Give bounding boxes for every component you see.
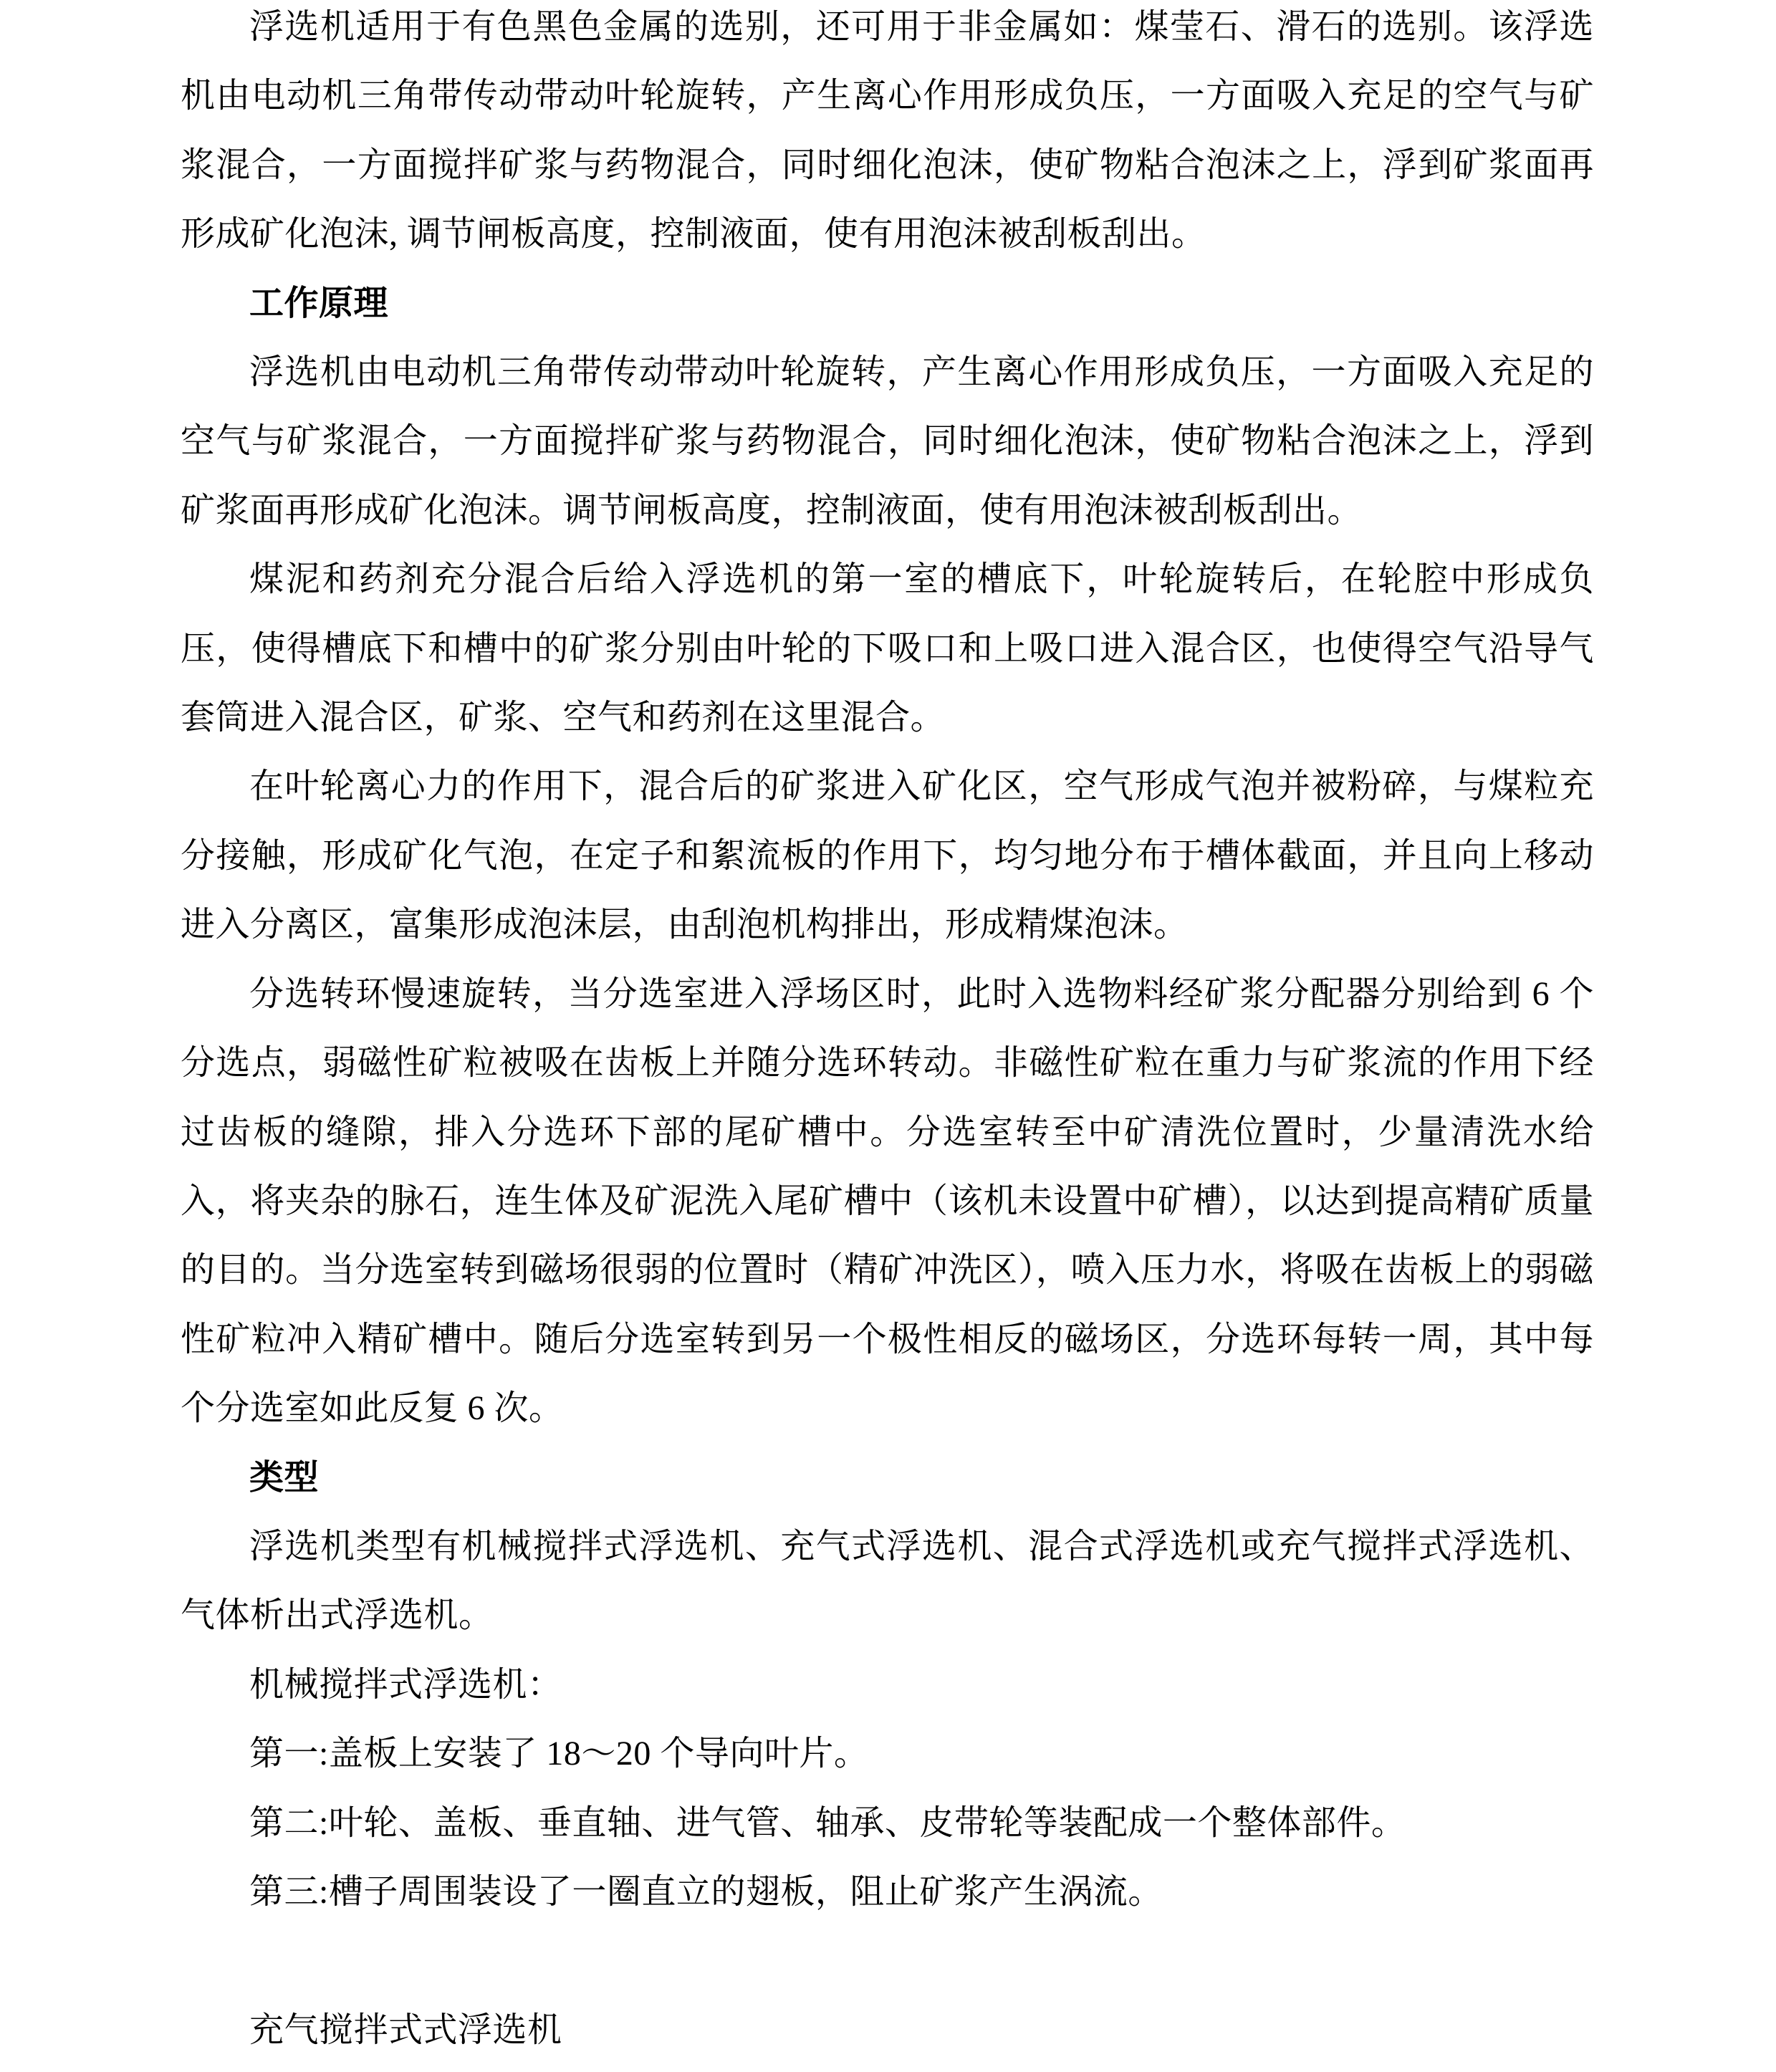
paragraph-principle-3: 在叶轮离心力的作用下，混合后的矿浆进入矿化区，空气形成气泡并被粉碎，与煤粒充分接触，形成矿化气泡，在定子和絮流板的作用下，均匀地分布于槽体截面，并且向上移动进入分离区，富集形成泡沫层，由刮泡机构排出，形成精煤泡沫。 — [181, 767, 1594, 944]
paragraph-intro: 浮选机适用于有色黑色金属的选别，还可用于非金属如：煤莹石、滑石的选别。该浮选机由电动机三角带传动带动叶轮旋转，产生离心作用形成负压，一方面吸入充足的空气与矿浆混合，一方面搅拌矿浆与药物混合，同时细化泡沫，使矿物粘合泡沫之上，浮到矿浆面再形成矿化泡沫, 调节闸板高度，控制液面，使有用泡沫被刮板刮出。 — [181, 8, 1594, 254]
paragraph-feature-1: 第一:盖板上安装了 18～20 个导向叶片。 — [249, 1735, 869, 1773]
paragraph-mechanical-agitation-title: 机械搅拌式浮选机： — [249, 1665, 562, 1704]
paragraph-type-list: 浮选机类型有机械搅拌式浮选机、充气式浮选机、混合式浮选机或充气搅拌式浮选机、气体析出式浮选机。 — [181, 1527, 1594, 1635]
section-heading-types: 类型 — [249, 1458, 320, 1497]
paragraph-principle-2: 煤泥和药剂充分混合后给入浮选机的第一室的槽底下，叶轮旋转后，在轮腔中形成负压，使得槽底下和槽中的矿浆分别由叶轮的下吸口和上吸口进入混合区，也使得空气沿导气套筒进入混合区，矿浆、空气和药剂在这里混合。 — [181, 560, 1594, 737]
paragraph-feature-3: 第三:槽子周围装设了一圈直立的翅板，阻止矿浆产生涡流。 — [249, 1872, 1163, 1911]
document-body — [181, 0, 1594, 2065]
section-heading-working-principle: 工作原理 — [249, 284, 389, 322]
paragraph-principle-1: 浮选机由电动机三角带传动带动叶轮旋转，产生离心作用形成负压，一方面吸入充足的空气与矿浆混合，一方面搅拌矿浆与药物混合，同时细化泡沫，使矿物粘合泡沫之上，浮到矿浆面再形成矿化泡沫。调节闸板高度，控制液面，使有用泡沫被刮板刮出。 — [181, 353, 1594, 529]
paragraph-aerated-agitation-title: 充气搅拌式式浮选机 — [249, 2010, 562, 2049]
paragraph-feature-2: 第二:叶轮、盖板、垂直轴、进气管、轴承、皮带轮等装配成一个整体部件。 — [249, 1803, 1406, 1842]
paragraph-principle-4: 分选转环慢速旋转，当分选室进入浮场区时，此时入选物料经矿浆分配器分别给到 6 个分选点，弱磁性矿粒被吸在齿板上并随分选环转动。非磁性矿粒在重力与矿浆流的作用下经过齿板的缝隙，排入分选环下部的尾矿槽中。分选室转至中矿清洗位置时，少量清洗水给入，将夹杂的脉石，连生体及矿泥洗入尾矿槽中（该机未设置中矿槽），以达到提高精矿质量的目的。当分选室转到磁场很弱的位置时（精矿冲洗区），喷入压力水，将吸在齿板上的弱磁性矿粒冲入精矿槽中。随后分选室转到另一个极性相反的磁场区，分选环每转一周，其中每个分选室如此反复 6 次。 — [181, 974, 1594, 1428]
blank-line-spacer — [181, 1927, 1594, 1995]
